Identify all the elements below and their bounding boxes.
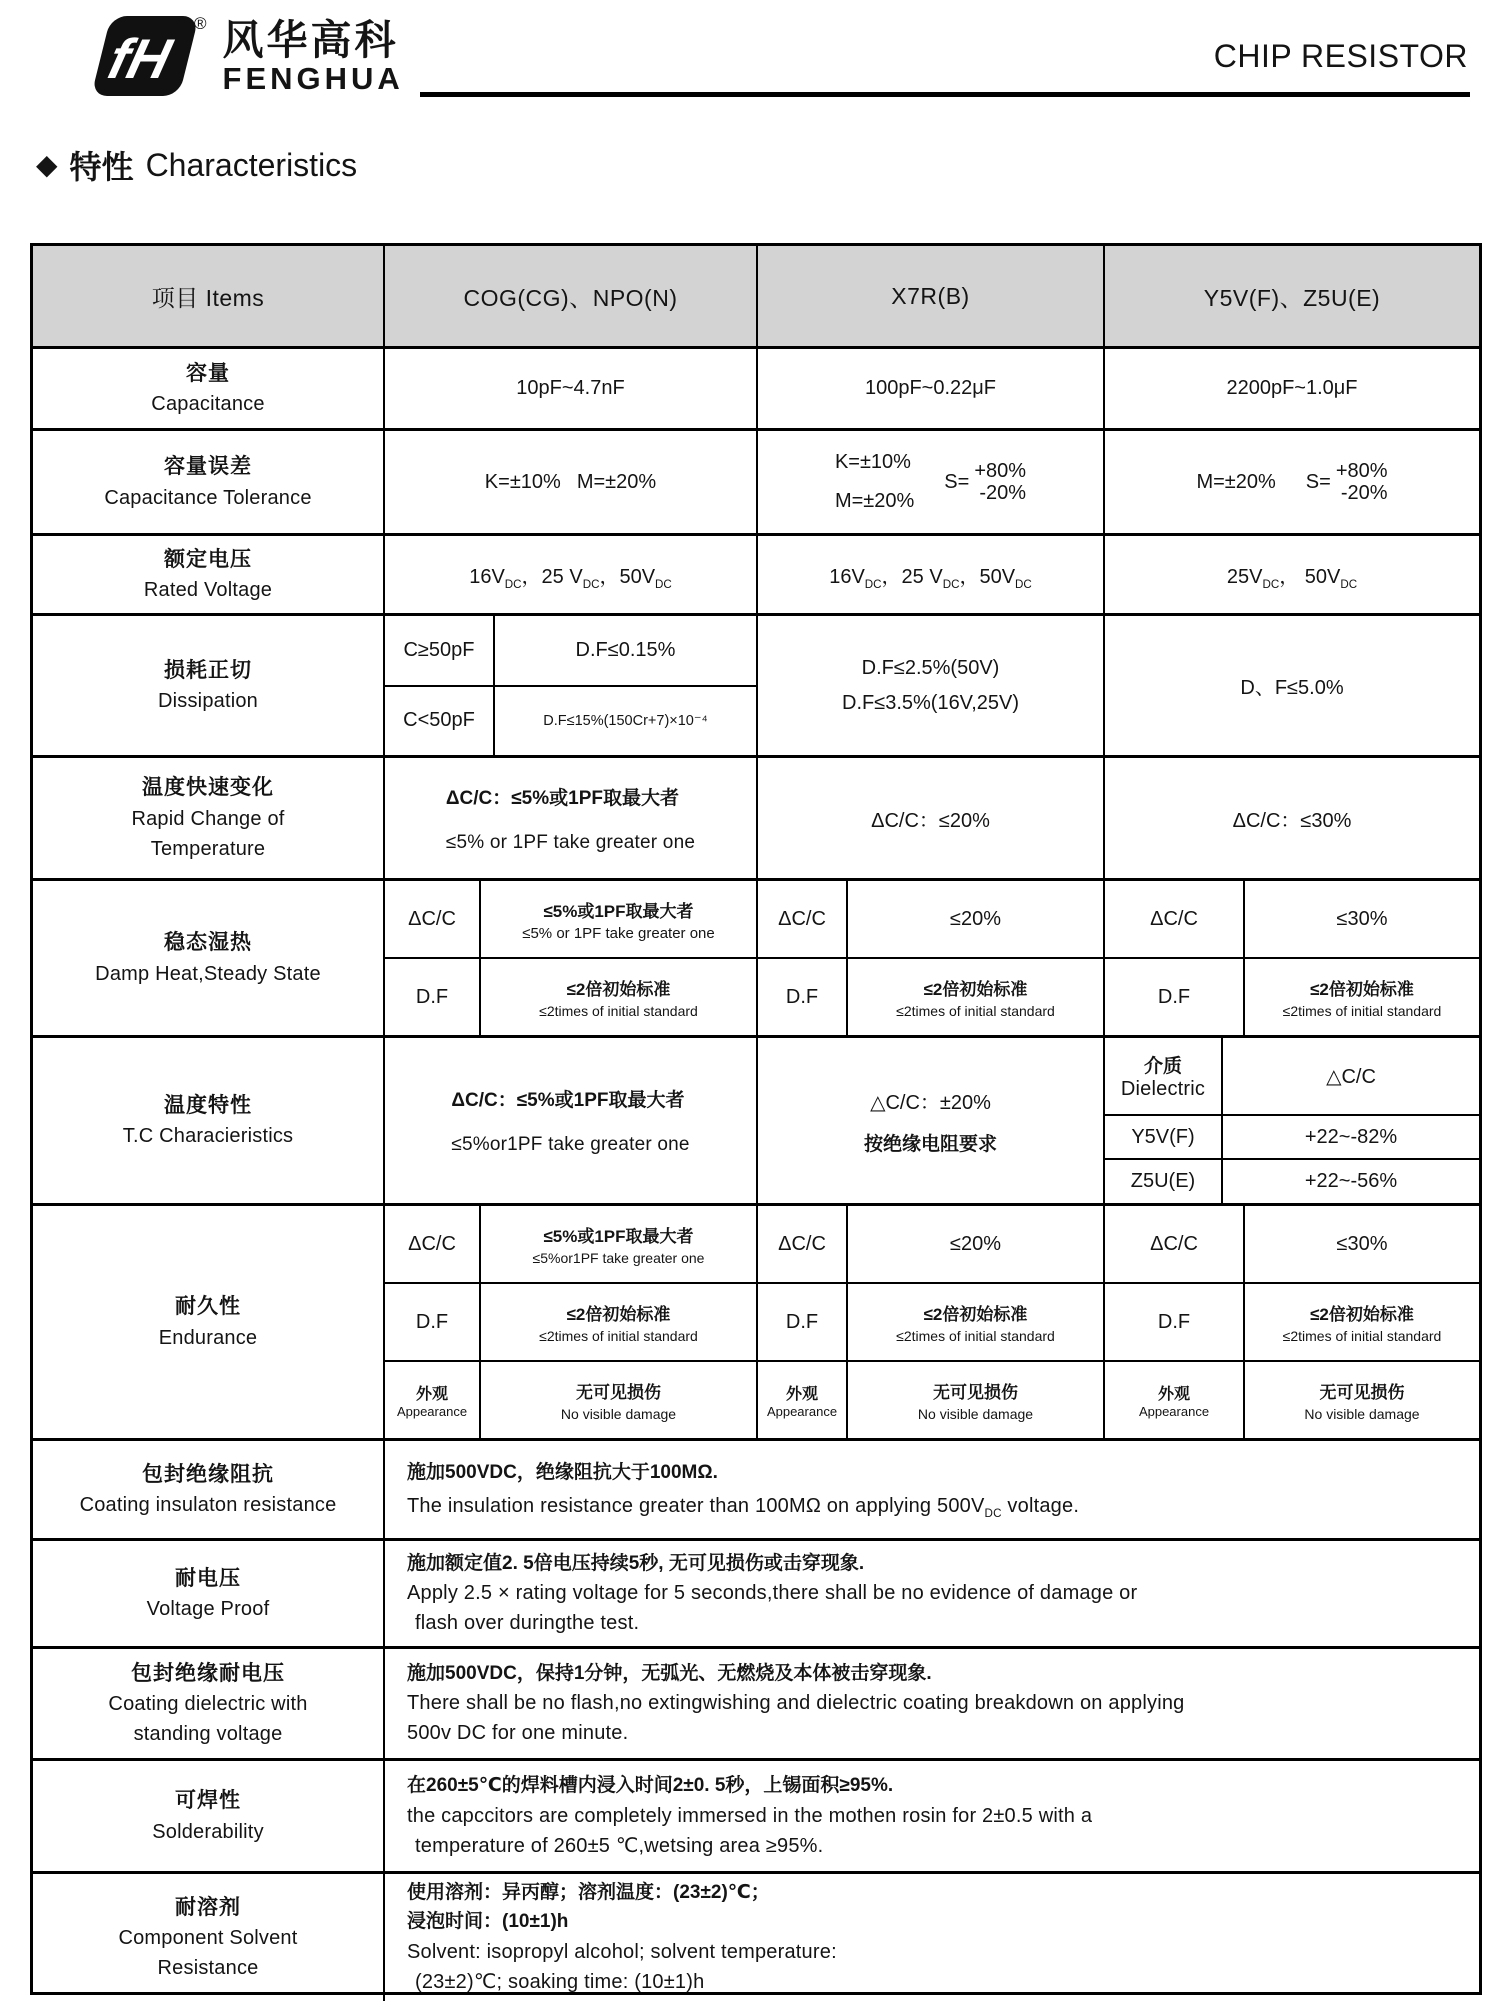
cell-text: D.F≤2.5%(50V) — [861, 656, 1000, 679]
cell-text: ≤2倍初始标准 — [566, 1305, 671, 1324]
content-line-en: temperature of 260±5 ℃,wetsing area ≥95%. — [415, 1834, 824, 1857]
label-cn: 容量 — [186, 361, 230, 385]
capacitance-y5v-cell — [1103, 349, 1479, 428]
cell-text: ≤2times of initial standard — [539, 1328, 698, 1344]
cell-text: 外观 — [785, 1386, 818, 1403]
dissipation-y5v-cell — [1103, 616, 1479, 755]
section-title-en: Characteristics — [145, 146, 358, 183]
cell-text: K=±10% — [834, 451, 911, 473]
cell-text: $25V_{DC}$， $50V_{DC}$ — [1226, 566, 1358, 591]
value-cell — [848, 959, 1103, 1035]
cell-text: 10pF~4.7nF — [516, 377, 625, 399]
cell-text: ≤2times of initial standard — [539, 1003, 698, 1019]
label-cn: 包封绝缘阻抗 — [142, 1462, 274, 1486]
cell-text: +80% — [974, 460, 1027, 482]
cell-text: ≤5%或1PF取最大者 — [543, 1227, 694, 1246]
label-cn: 温度特性 — [164, 1093, 252, 1117]
cell-text: Dielectric — [1120, 1078, 1206, 1100]
delta-cc-header-cell — [1223, 1038, 1479, 1114]
content-line-cn: 施加500VDC，保持1分钟，无弧光、无燃烧及本体被击穿现象. — [407, 1662, 932, 1684]
coating-dielectric-content-cell — [383, 1649, 1479, 1758]
endurance-y5v-cell — [1103, 1206, 1479, 1438]
doc-title: CHIP RESISTOR — [1213, 38, 1468, 74]
cell-text: 按绝缘电阻要求 — [863, 1133, 997, 1155]
label-en: Endurance — [158, 1326, 258, 1349]
endurance-cog-cell — [383, 1206, 756, 1438]
cell-text: 100pF~0.22μF — [864, 377, 997, 399]
tc-x7r-cell — [756, 1038, 1103, 1203]
cell-text: ΔC/C：≤5%或1PF取最大者 — [451, 1090, 685, 1111]
header-rule — [420, 92, 1470, 97]
cell-text: 无可见损伤 — [1319, 1383, 1405, 1402]
param-cell — [758, 881, 848, 957]
header-cell-cog — [383, 246, 756, 346]
content-line-cn: 使用溶剂：异丙醇；溶剂温度：(23±2)℃； — [407, 1882, 770, 1903]
dissipation-cog-row2 — [385, 685, 756, 756]
param-cell — [385, 1206, 481, 1282]
value-cell — [848, 881, 1103, 957]
dissipation-x7r-cell — [756, 616, 1103, 755]
cell-text: No visible damage — [1304, 1406, 1420, 1422]
dielectric-header-row — [1105, 1038, 1479, 1114]
row-solderability — [33, 1758, 1479, 1871]
cell-text: +22~-56% — [1304, 1170, 1398, 1192]
capacitance-label — [33, 349, 383, 428]
tc-dielectric-subtable — [1105, 1038, 1479, 1203]
delta-cc-subrow — [385, 1206, 756, 1282]
cell-text: $16V_{DC}$，25 $V_{DC}$，$50V_{DC}$ — [829, 566, 1032, 591]
content-line-en: Apply 2.5 × rating voltage for 5 seconds,there shall be no evidence of damage or — [407, 1582, 1138, 1605]
label-cn: 耐电压 — [175, 1566, 241, 1590]
cell-text: ≤5% or 1PF take greater one — [522, 924, 715, 942]
cell-text: D、F≤5.0% — [1240, 677, 1344, 699]
tolerance-cog-values — [485, 471, 656, 494]
label-en: Temperature — [150, 837, 266, 860]
row-solvent-resistance — [33, 1871, 1479, 2001]
delta-cc-subrow — [385, 881, 756, 957]
tc-x7r-lines — [864, 1086, 997, 1156]
delta-cc-subrow — [1105, 1206, 1479, 1282]
capacitance-cog-cell — [383, 349, 756, 428]
dielectric-header-cell — [1105, 1038, 1223, 1114]
dissipation-cog-row1 — [385, 616, 756, 685]
df-subrow — [758, 957, 1103, 1035]
tolerance-s-stack — [1336, 460, 1388, 504]
value-cell — [481, 959, 756, 1035]
cell-text: ≤5%或1PF取最大者 — [543, 901, 694, 921]
param-cell — [385, 959, 481, 1035]
cell-text: -20% — [979, 482, 1027, 504]
fenghua-logo — [82, 12, 404, 100]
tolerance-x7r-cell — [756, 431, 1103, 533]
label-cn: 可焊性 — [175, 1789, 241, 1813]
insulation-content-cell — [383, 1441, 1479, 1538]
brand-name-en: FENGHUA — [222, 61, 404, 96]
tolerance-label — [33, 431, 383, 533]
voltage-proof-content-cell — [383, 1541, 1479, 1646]
label-en: Capacitance — [151, 393, 265, 416]
cell-text: Y5V(F) — [1131, 1125, 1195, 1148]
label-en: Coating dielectric with — [108, 1693, 308, 1716]
tolerance-s-group — [1306, 460, 1388, 504]
cell-text: 介质 — [1143, 1056, 1182, 1077]
svg-text:fH: fH — [102, 28, 177, 91]
value-cell — [1245, 1362, 1479, 1438]
table-header-row — [33, 246, 1479, 346]
label-en: Component Solvent — [118, 1927, 298, 1950]
cell-text: D.F — [415, 1310, 449, 1333]
value-cell — [1245, 881, 1479, 957]
tolerance-y5v-cell — [1103, 431, 1479, 533]
endurance-label — [33, 1206, 383, 1438]
fenghua-logo-icon — [82, 12, 200, 100]
voltage-proof-label — [33, 1541, 383, 1646]
cell-text: ≤2times of initial standard — [896, 1328, 1055, 1344]
cell-text: Appearance — [396, 1404, 468, 1419]
brand-text — [223, 12, 404, 97]
characteristics-table — [30, 243, 1482, 1995]
damp-heat-x7r-cell — [756, 881, 1103, 1035]
section-title — [36, 142, 357, 188]
tolerance-km-stack — [835, 451, 914, 513]
content-line-cn: 施加500VDC，绝缘阻抗大于100MΩ. — [407, 1461, 718, 1483]
solderability-label — [33, 1761, 383, 1871]
rapid-change-cog-lines — [446, 783, 695, 854]
cell-text: ≤20% — [949, 907, 1001, 930]
cell-text: S= — [944, 470, 970, 493]
damp-heat-y5v-cell — [1103, 881, 1479, 1035]
endurance-x7r-cell — [756, 1206, 1103, 1438]
content-line-en: (23±2)℃; soaking time: (10±1)h — [415, 1970, 705, 1993]
row-dissipation — [33, 613, 1479, 755]
cell-text: ≤5% or 1PF take greater one — [445, 831, 696, 853]
param-cell — [385, 1284, 481, 1360]
appearance-subrow — [1105, 1360, 1479, 1438]
cell-text: ≤2倍初始标准 — [1310, 1305, 1414, 1324]
label-en: Coating insulaton resistance — [79, 1494, 337, 1517]
content-line-en: flash over duringthe test. — [415, 1612, 640, 1635]
cell-text: +22~-82% — [1304, 1125, 1398, 1148]
label-en: Voltage Proof — [146, 1598, 270, 1621]
label-cn: 温度快速变化 — [142, 776, 274, 800]
rapid-change-x7r-cell — [756, 758, 1103, 878]
cell-text: △C/C：±20% — [870, 1091, 991, 1114]
cell-text: -20% — [1340, 482, 1388, 504]
tolerance-s-stack — [974, 460, 1026, 504]
dissipation-cog-cell — [383, 616, 756, 755]
value-cell — [848, 1362, 1103, 1438]
registered-mark: ® — [194, 14, 207, 33]
param-cell — [385, 881, 481, 957]
value-cell — [481, 1362, 756, 1438]
delta-cc-subrow — [1105, 881, 1479, 957]
delta-cc-subrow — [758, 881, 1103, 957]
cell-text: ≤5%or1PF take greater one — [532, 1250, 705, 1266]
dissipation-x7r-lines — [842, 657, 1019, 715]
cell-text: Appearance — [766, 1404, 838, 1419]
cell-text: D.F — [1157, 985, 1191, 1008]
cell-text: D.F — [785, 1310, 819, 1333]
label-en: Damp Heat,Steady State — [95, 962, 321, 985]
cell-text: Appearance — [1138, 1404, 1210, 1419]
param-cell — [1105, 1206, 1245, 1282]
rapid-change-cog-cell — [383, 758, 756, 878]
param-cell — [758, 959, 848, 1035]
label-en: Rapid Change of — [131, 807, 285, 830]
header-cell-y5v — [1103, 246, 1479, 346]
label-cn: 容量误差 — [164, 455, 252, 479]
insulation-label — [33, 1441, 383, 1538]
df-subrow — [1105, 957, 1479, 1035]
cell-text: ΔC/C：≤20% — [871, 809, 990, 832]
cell-text: ≤2times of initial standard — [1282, 1003, 1442, 1019]
tolerance-y5v-values — [1196, 460, 1387, 504]
cell-text: D.F≤0.15% — [575, 638, 676, 661]
cell-text: $16V_{DC}$，25 $V_{DC}$，$50V_{DC}$ — [469, 566, 672, 591]
rated-voltage-y5v-cell — [1103, 536, 1479, 613]
value-cell — [495, 687, 756, 756]
header-x7r-text: X7R(B) — [891, 282, 970, 309]
y5v-tc-row — [1105, 1114, 1479, 1158]
condition-cell — [385, 616, 495, 685]
cell-text: 无可见损伤 — [576, 1383, 661, 1402]
cell-text: 外观 — [1157, 1386, 1190, 1403]
brand-name-cn: 风华高科 — [222, 17, 399, 63]
param-cell — [1105, 1362, 1245, 1438]
content-line-cn: 在260±5℃的焊料槽内浸入时间2±0. 5秒，上锡面积≥95%. — [407, 1775, 894, 1797]
cell-text: ≤5%or1PF take greater one — [451, 1134, 690, 1155]
label-cn: 耐久性 — [175, 1295, 241, 1319]
tc-cog-cell — [383, 1038, 756, 1203]
cell-text: ΔC/C — [408, 907, 456, 930]
tc-label — [33, 1038, 383, 1203]
param-cell — [758, 1284, 848, 1360]
condition-cell — [385, 687, 495, 756]
capacitance-x7r-cell — [756, 349, 1103, 428]
cell-text: ΔC/C — [778, 1232, 826, 1255]
cell-text: D.F≤3.5%(16V,25V) — [842, 691, 1019, 714]
cell-text: ≤2倍初始标准 — [566, 980, 671, 999]
z5u-tc-row — [1105, 1158, 1479, 1203]
damp-heat-label — [33, 881, 383, 1035]
value-cell — [1245, 1206, 1479, 1282]
value-cell — [495, 616, 756, 685]
appearance-subrow — [385, 1360, 756, 1438]
tolerance-cog-cell — [383, 431, 756, 533]
cell-text: S= — [1305, 470, 1331, 493]
cell-text: ΔC/C — [408, 1232, 456, 1255]
cell-text: K=±10% — [484, 470, 561, 493]
cell-text: M=±20% — [1196, 470, 1276, 493]
label-en: Capacitance Tolerance — [104, 486, 312, 509]
appearance-subrow — [758, 1360, 1103, 1438]
label-en: T.C Characieristics — [122, 1125, 294, 1148]
row-coating-dielectric — [33, 1646, 1479, 1758]
coating-dielectric-label — [33, 1649, 383, 1758]
value-cell — [848, 1284, 1103, 1360]
label-cn: 耐溶剂 — [175, 1895, 241, 1919]
row-insulation — [33, 1438, 1479, 1538]
value-cell — [1245, 959, 1479, 1035]
solvent-resistance-content-cell — [383, 1874, 1479, 2001]
row-rated-voltage — [33, 533, 1479, 613]
row-damp-heat — [33, 878, 1479, 1035]
dielectric-name-cell — [1105, 1116, 1223, 1158]
cell-text: ΔC/C — [778, 907, 826, 930]
header-cell-x7r — [756, 246, 1103, 346]
cell-text: D.F — [1157, 1310, 1191, 1333]
header-cell-items — [33, 246, 383, 346]
cell-text: ΔC/C：≤30% — [1232, 809, 1352, 832]
header-items-text: 项目 Items — [151, 284, 265, 311]
cell-text: 外观 — [415, 1386, 448, 1403]
label-cn: 损耗正切 — [164, 658, 252, 682]
cell-text: +80% — [1335, 460, 1388, 482]
rated-voltage-cog-cell — [383, 536, 756, 613]
tc-y5v-cell — [1103, 1038, 1479, 1203]
cell-text: M=±20% — [834, 490, 915, 512]
param-cell — [1105, 959, 1245, 1035]
content-line-en: the capccitors are completely immersed in the mothen rosin for 2±0.5 with a — [407, 1804, 1093, 1827]
cell-text: No visible damage — [917, 1406, 1034, 1422]
header-cog-text: COG(CG)、NPO(N) — [463, 284, 678, 311]
content-line-cn: 施加额定值2. 5倍电压持续5秒, 无可见损伤或击穿现象. — [407, 1552, 865, 1574]
row-endurance — [33, 1203, 1479, 1438]
rated-voltage-x7r-cell — [756, 536, 1103, 613]
cell-text: ≤2times of initial standard — [896, 1003, 1055, 1019]
param-cell — [385, 1362, 481, 1438]
value-cell — [1245, 1284, 1479, 1360]
cell-text: ≤20% — [949, 1232, 1001, 1255]
param-cell — [758, 1362, 848, 1438]
tc-cog-lines — [451, 1085, 689, 1156]
content-line-en: The insulation resistance greater than 100MΩ on applying $500V_{DC}$ voltage. — [407, 1495, 1080, 1521]
row-rapid-change — [33, 755, 1479, 878]
delta-cc-subrow — [758, 1206, 1103, 1282]
cell-text: Z5U(E) — [1130, 1170, 1196, 1192]
label-en: Rated Voltage — [143, 579, 273, 602]
cell-text: ≤2倍初始标准 — [923, 980, 1028, 999]
cell-text: ≤30% — [1336, 1232, 1388, 1255]
diamond-icon: ◆ — [36, 149, 58, 180]
cell-text: ΔC/C — [1150, 1232, 1198, 1255]
value-cell — [481, 881, 756, 957]
cell-text: ΔC/C — [1150, 907, 1198, 930]
dissipation-label — [33, 616, 383, 755]
content-line-en: There shall be no flash,no extingwishing and dielectric coating breakdown on applying — [407, 1692, 1185, 1715]
label-en: Dissipation — [157, 690, 259, 713]
content-line-cn: 浸泡时间：(10±1)h — [407, 1911, 569, 1933]
param-cell — [758, 1206, 848, 1282]
df-subrow — [385, 1282, 756, 1360]
label-en: Resistance — [157, 1957, 259, 1980]
cell-text: 无可见损伤 — [933, 1383, 1018, 1402]
row-tc — [33, 1035, 1479, 1203]
df-subrow — [1105, 1282, 1479, 1360]
cell-text: △C/C — [1326, 1065, 1376, 1088]
df-subrow — [385, 957, 756, 1035]
cell-text: D.F≤15%(150Cr+7)×10⁻⁴ — [543, 712, 708, 729]
tolerance-s-group — [944, 460, 1026, 504]
damp-heat-cog-cell — [383, 881, 756, 1035]
row-tolerance — [33, 428, 1479, 533]
cell-text: C<50pF — [403, 709, 475, 732]
label-en: standing voltage — [133, 1723, 283, 1746]
cell-text: 2200pF~1.0μF — [1226, 377, 1358, 399]
value-cell — [848, 1206, 1103, 1282]
df-subrow — [758, 1282, 1103, 1360]
rated-voltage-label — [33, 536, 383, 613]
header-y5v-text: Y5V(F)、Z5U(E) — [1203, 284, 1381, 311]
value-cell — [481, 1206, 756, 1282]
label-cn: 稳态湿热 — [164, 931, 252, 955]
rapid-change-label — [33, 758, 383, 878]
section-title-cn: 特性 — [69, 149, 134, 185]
cell-text: ΔC/C：≤5%或1PF取最大者 — [445, 787, 679, 809]
content-line-en: 500v DC for one minute. — [407, 1722, 629, 1745]
param-cell — [1105, 1284, 1245, 1360]
row-voltage-proof — [33, 1538, 1479, 1646]
solvent-resistance-label — [33, 1874, 383, 2001]
content-line-en: Solvent: isopropyl alcohol; solvent temperature: — [407, 1940, 837, 1963]
cell-text: ≤30% — [1336, 907, 1388, 930]
cell-text: No visible damage — [560, 1406, 677, 1422]
label-cn: 额定电压 — [164, 547, 252, 571]
cell-text: ≤2倍初始标准 — [923, 1305, 1028, 1324]
row-capacitance — [33, 346, 1479, 428]
dielectric-name-cell — [1105, 1160, 1223, 1203]
value-cell — [481, 1284, 756, 1360]
cell-text: ≤2倍初始标准 — [1310, 980, 1414, 999]
cell-text: M=±20% — [576, 470, 657, 493]
label-cn: 包封绝缘耐电压 — [131, 1661, 285, 1685]
label-en: Solderability — [152, 1820, 264, 1843]
cell-text: ≤2times of initial standard — [1282, 1328, 1442, 1344]
tc-value-cell — [1223, 1116, 1479, 1158]
cell-text: D.F — [785, 985, 819, 1008]
tc-value-cell — [1223, 1160, 1479, 1203]
param-cell — [1105, 881, 1245, 957]
cell-text: C≥50pF — [403, 638, 475, 661]
rapid-change-y5v-cell — [1103, 758, 1479, 878]
cell-text: D.F — [415, 985, 449, 1008]
tolerance-x7r-values — [835, 451, 1026, 513]
solderability-content-cell — [383, 1761, 1479, 1871]
